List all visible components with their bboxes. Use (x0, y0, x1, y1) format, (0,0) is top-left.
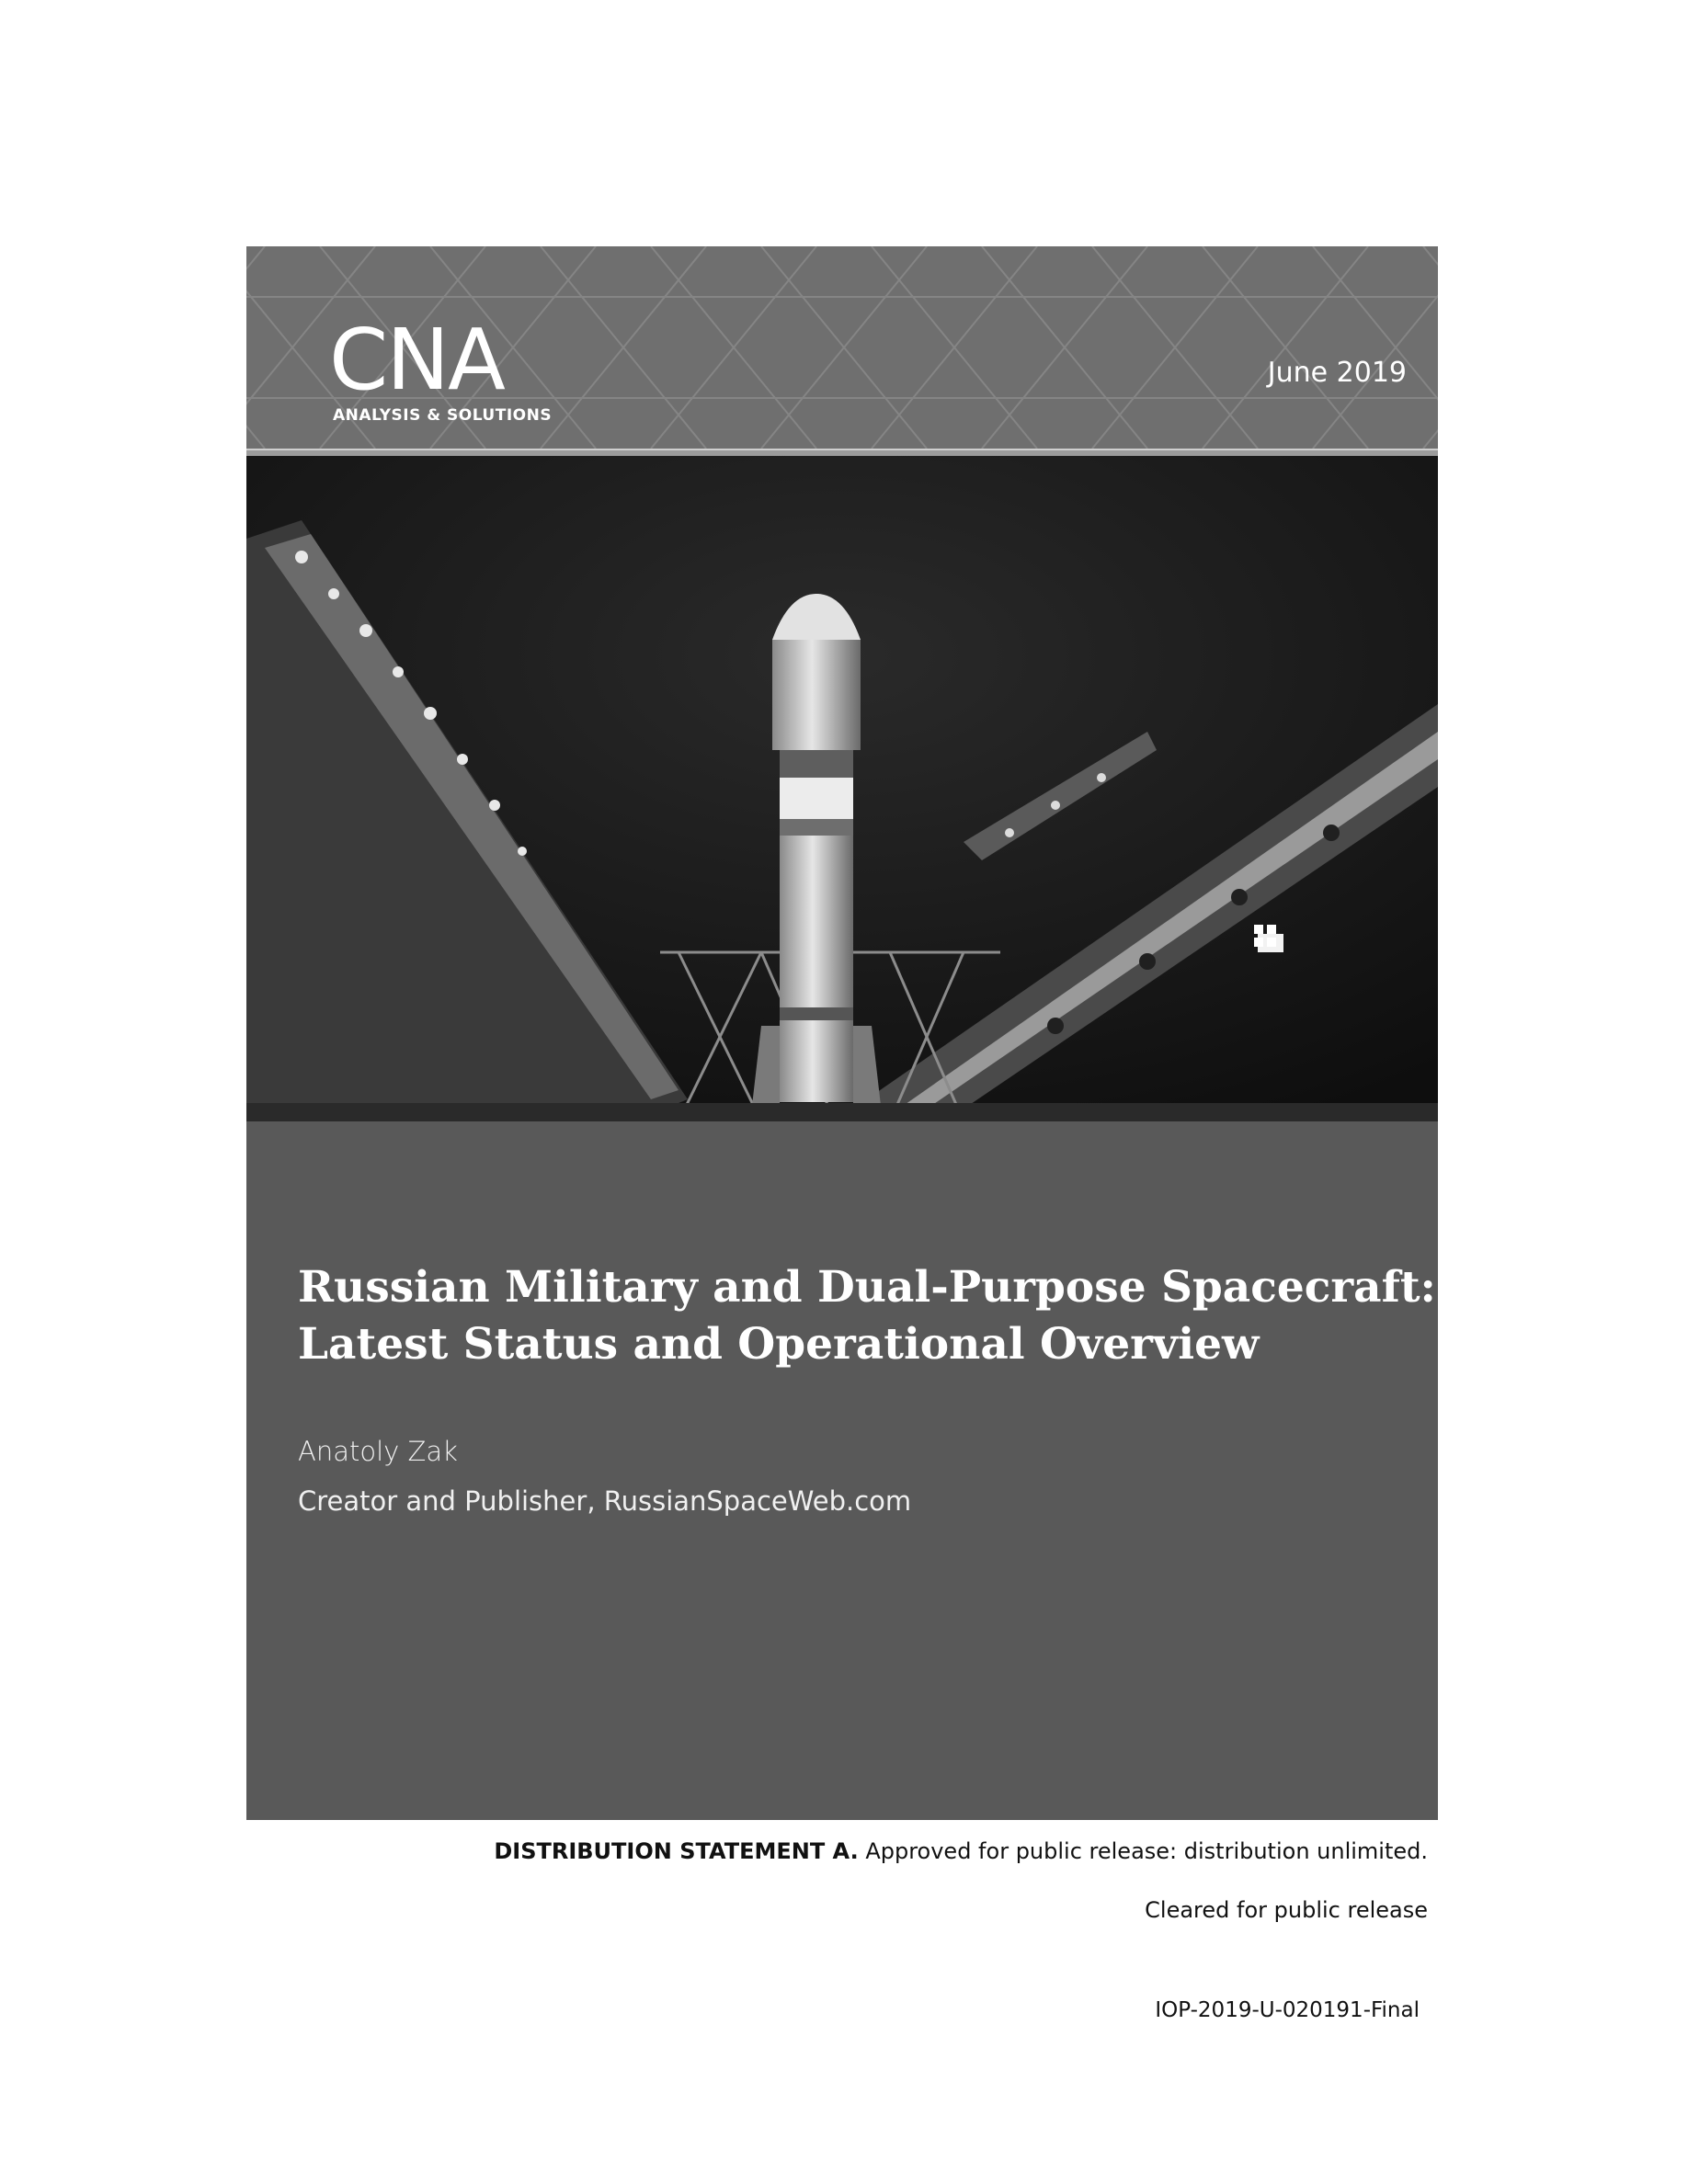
logo-subtitle: ANALYSIS & SOLUTIONS (333, 406, 553, 425)
report-title (298, 1259, 1436, 1373)
title-panel (246, 1121, 1438, 1820)
title-line-2: Latest Status and Operational Overview (298, 1319, 1260, 1370)
cleared-notice: Cleared for public release (1145, 1897, 1428, 1923)
report-date: June 2019 (1267, 357, 1407, 389)
author-affiliation: Creator and Publisher, RussianSpaceWeb.com (298, 1485, 912, 1517)
report-cover (246, 246, 1438, 1820)
distribution-label: DISTRIBUTION STATEMENT A. (494, 1838, 859, 1864)
rocket-launch-pad-photo (246, 456, 1438, 1121)
distribution-text: Approved for public release: distribution unlimited. (858, 1838, 1428, 1864)
author-name: Anatoly Zak (298, 1436, 458, 1467)
cover-header (246, 246, 1438, 449)
header-divider (246, 449, 1438, 456)
title-line-1: Russian Military and Dual-Purpose Spacecraft: (298, 1262, 1436, 1313)
document-id: IOP-2019-U-020191-Final (1155, 1998, 1420, 2022)
logo-word: CNA (329, 311, 504, 409)
rocket-icon (246, 456, 1438, 1121)
cna-logo (329, 311, 568, 428)
distribution-statement (494, 1838, 1428, 1864)
